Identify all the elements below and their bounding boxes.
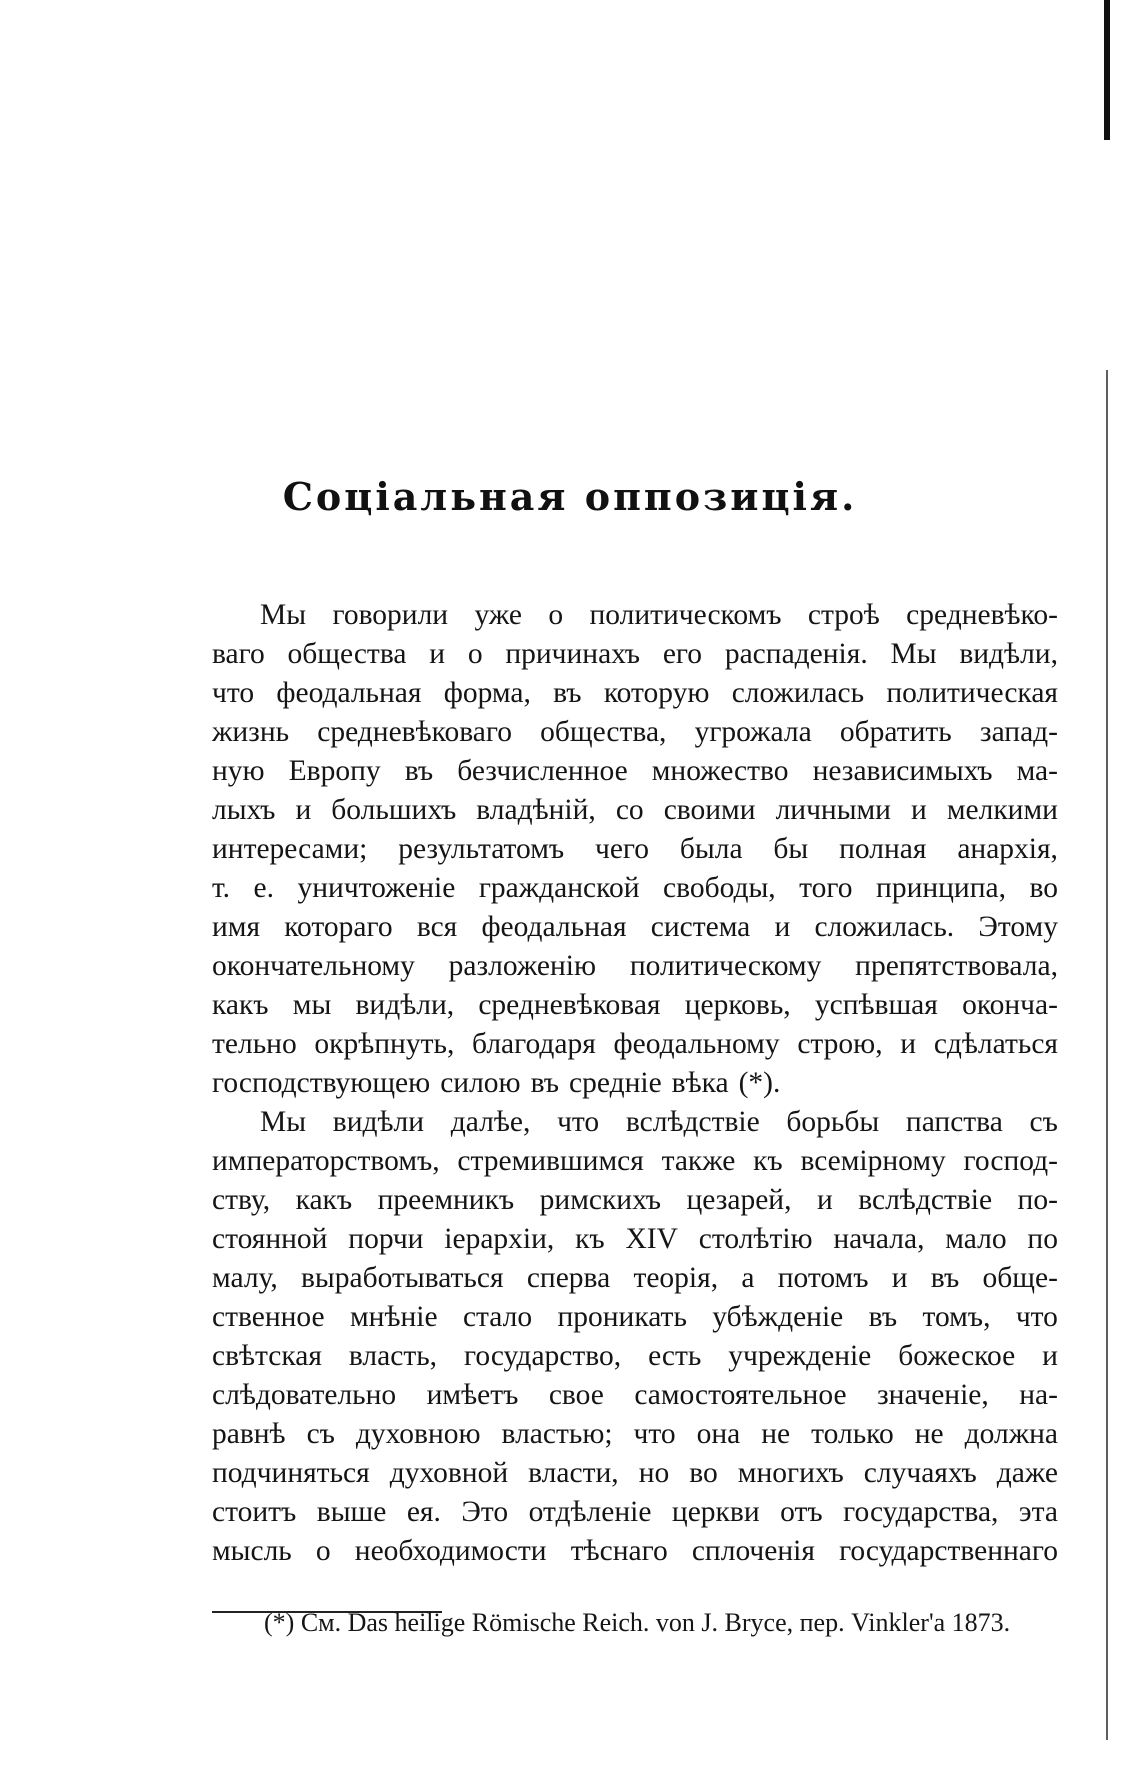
text-line: ству, какъ преемникъ римскихъ цезарей, и вслѣдствіе по-	[212, 1184, 1058, 1216]
text-line: ную Европу въ безчисленное множество независимыхъ ма-	[212, 755, 1058, 787]
text-line: императорствомъ, стремившимся также къ всемірному господ-	[212, 1145, 1058, 1177]
text-line: мысль о необходимости тѣснаго сплоченія государственнаго	[212, 1535, 1058, 1567]
text-line: лыхъ и большихъ владѣній, со своими личными и мелкими	[212, 794, 1058, 826]
text-line: стоитъ выше ея. Это отдѣленіе церкви отъ государства, эта	[212, 1496, 1058, 1528]
scan-edge-mark	[1104, 0, 1110, 140]
footnote: (*) См. Das heilige Römische Reich. von J. Bryce, пер. Vinkler'a 1873.	[264, 1608, 1011, 1637]
text-line: т. е. уничтоженіе гражданской свободы, того принципа, во	[212, 872, 1058, 904]
scan-edge-line	[1106, 370, 1108, 1740]
text-line: имя котораго вся феодальная система и сложилась. Этому	[212, 911, 1058, 943]
chapter-title: Соціальная оппозиція.	[282, 474, 858, 519]
text-line: Мы говорили уже о политическомъ строѣ средневѣко-	[260, 599, 1058, 631]
text-line: что феодальная форма, въ которую сложилась политическая	[212, 677, 1058, 709]
text-line: подчиняться духовной власти, но во многихъ случаяхъ даже	[212, 1457, 1058, 1489]
text-line: равнѣ съ духовною властью; что она не только не должна	[212, 1418, 1058, 1450]
text-line: Мы видѣли далѣе, что вслѣдствіе борьбы папства съ	[260, 1106, 1058, 1138]
body-text	[212, 596, 1058, 1571]
text-line: свѣтская власть, государство, есть учрежденіе божеское и	[212, 1340, 1058, 1372]
text-line: окончательному разложенію политическому препятствовала,	[212, 950, 1058, 982]
text-line: тельно окрѣпнуть, благодаря феодальному строю, и сдѣлаться	[212, 1028, 1058, 1060]
text-line: стоянной порчи іерархіи, къ XIV столѣтію начала, мало по	[212, 1223, 1058, 1255]
text-line: интересами; результатомъ чего была бы полная анархія,	[212, 833, 1058, 865]
text-line: малу, выработываться сперва теорія, а потомъ и въ обще-	[212, 1262, 1058, 1294]
text-line: господствующею силою въ средніе вѣка (*).	[212, 1067, 781, 1099]
text-line: слѣдовательно имѣетъ свое самостоятельное значеніе, на-	[212, 1379, 1058, 1411]
text-line: какъ мы видѣли, средневѣковая церковь, успѣвшая оконча-	[212, 989, 1058, 1021]
text-line: жизнь средневѣковаго общества, угрожала обратить запад-	[212, 716, 1058, 748]
text-line: ваго общества и о причинахъ его распаденія. Мы видѣли,	[212, 638, 1058, 670]
text-line: ственное мнѣніе стало проникать убѣжденіе въ томъ, что	[212, 1301, 1058, 1333]
